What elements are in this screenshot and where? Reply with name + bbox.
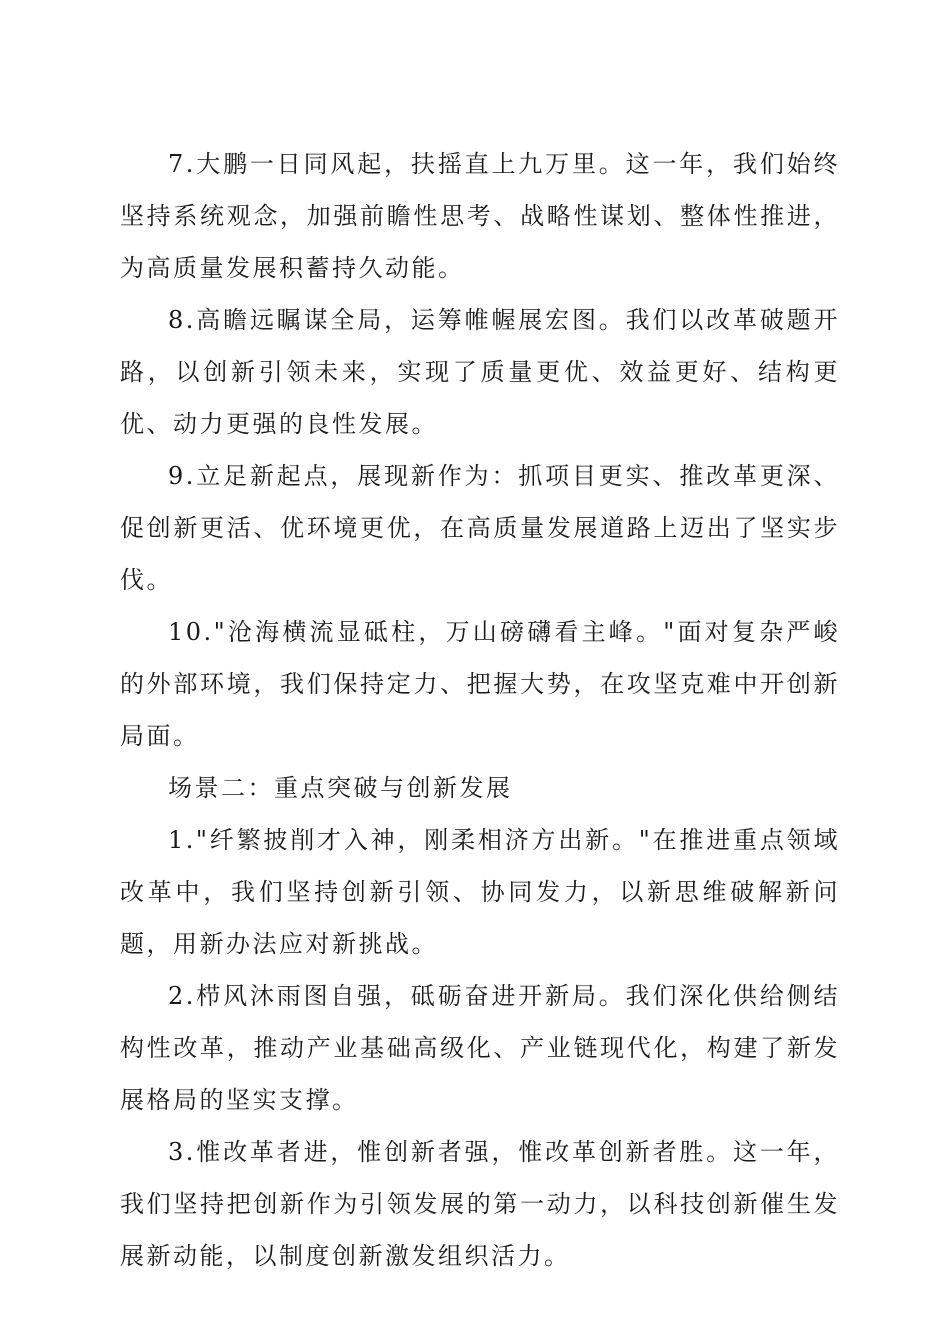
section-paragraph-2: 2.栉风沐雨图自强，砥砺奋进开新局。我们深化供给侧结构性改革，推动产业基础高级化、产业链现代化，构建了新发展格局的坚实支撑。 — [120, 982, 840, 1114]
paragraph-7: 7.大鹏一日同风起，扶摇直上九万里。这一年，我们始终坚持系统观念，加强前瞻性思考、战略性谋划、整体性推进，为高质量发展积蓄持久动能。 — [120, 150, 840, 282]
paragraph-8: 8.高瞻远瞩谋全局，运筹帷幄展宏图。我们以改革破题开路，以创新引领未来，实现了质量更优、效益更好、结构更优、动力更强的良性发展。 — [120, 306, 840, 438]
section-heading: 场景二：重点突破与创新发展 — [168, 774, 513, 802]
paragraph-10: 10."沧海横流显砥柱，万山磅礴看主峰。"面对复杂严峻的外部环境，我们保持定力、把握大势，在攻坚克难中开创新局面。 — [120, 618, 840, 750]
document-body — [120, 138, 840, 1282]
section-paragraph-3: 3.惟改革者进，惟创新者强，惟改革创新者胜。这一年，我们坚持把创新作为引领发展的第一动力，以科技创新催生发展新动能，以制度创新激发组织活力。 — [120, 1138, 840, 1270]
section-paragraph-1: 1."纤繁披削才入神，刚柔相济方出新。"在推进重点领域改革中，我们坚持创新引领、协同发力，以新思维破解新问题，用新办法应对新挑战。 — [120, 826, 840, 958]
paragraph-9: 9.立足新起点，展现新作为：抓项目更实、推改革更深、促创新更活、优环境更优，在高质量发展道路上迈出了坚实步伐。 — [120, 462, 840, 594]
